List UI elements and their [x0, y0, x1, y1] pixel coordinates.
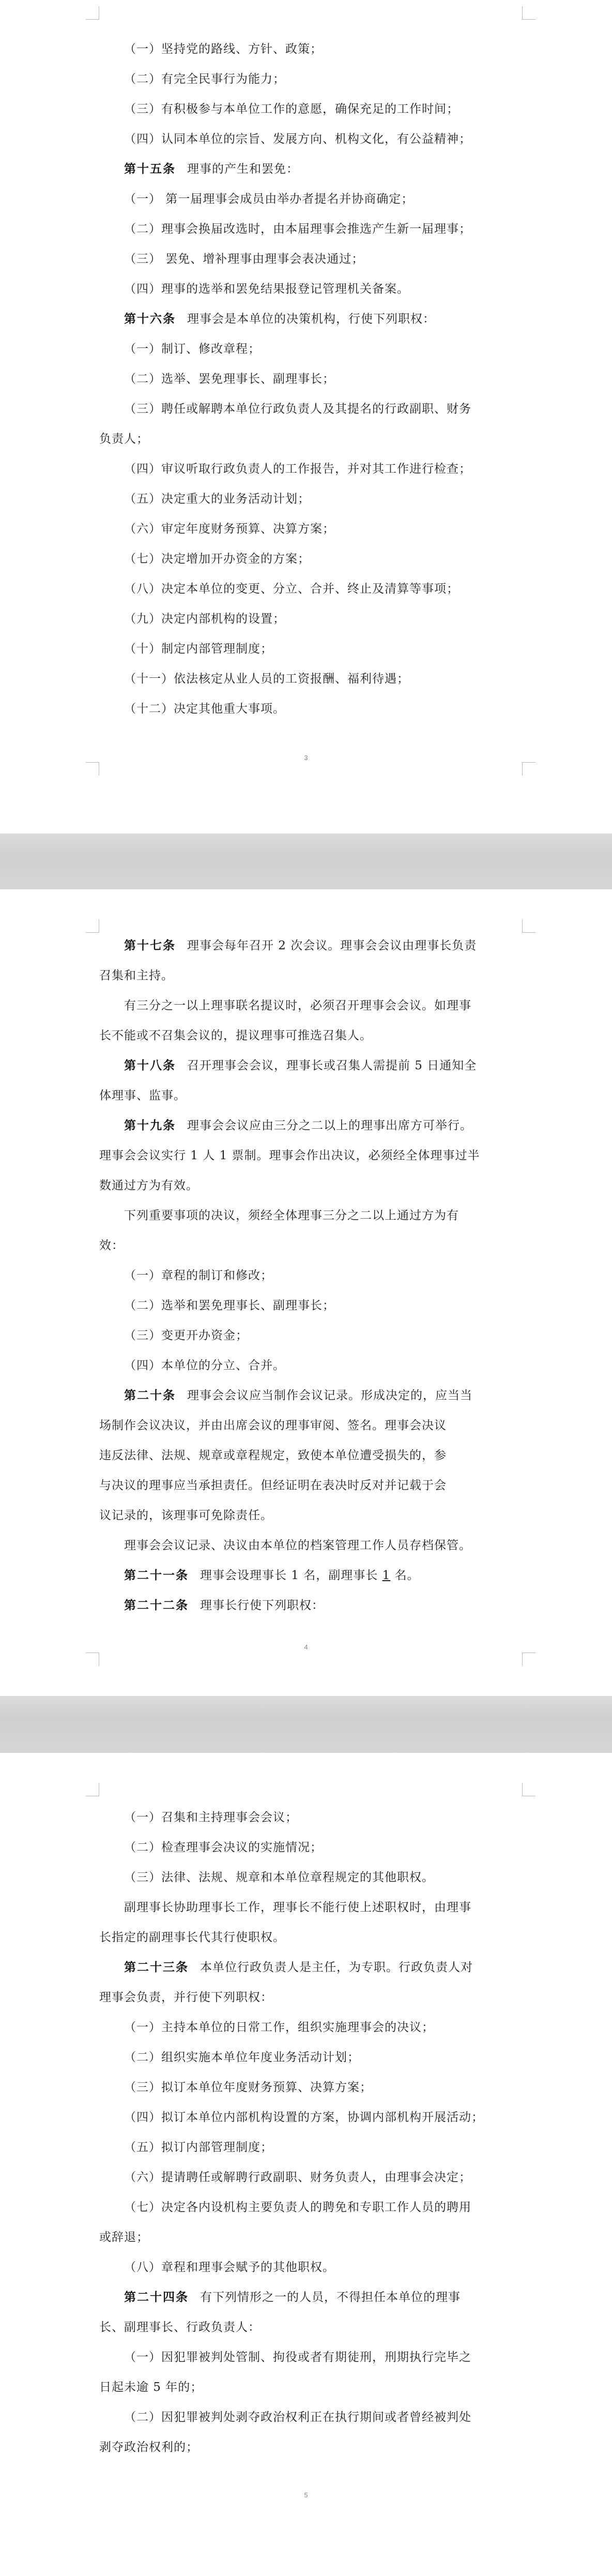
- paragraph-continuation: 场制作会议决议，并由出席会议的理事审阅、签名。理事会决议: [99, 1419, 447, 1432]
- list-item: （四）拟订本单位内部机构设置的方案，协调内部机构开展活动；: [124, 2111, 484, 2124]
- article-15: [0, 161, 612, 177]
- list-item: （一）召集和主持理事会会议；: [124, 1811, 298, 1824]
- crop-mark: [522, 1783, 536, 1796]
- list-item-continuation: 负责人；: [99, 432, 149, 446]
- list-item: （二）选举、罢免理事长、副理事长；: [124, 372, 335, 386]
- list-item: （一）章程的制订和修改；: [124, 1269, 273, 1282]
- article-18: [0, 1058, 612, 1073]
- article-text: 有下列情形之一的人员，不得担任本单位的理事: [200, 2291, 461, 2304]
- list-item: （十）制定内部管理制度；: [124, 642, 273, 656]
- list-item: （五）拟订内部管理制度；: [124, 2141, 273, 2154]
- crop-mark: [86, 762, 99, 776]
- paragraph-continuation: 议记录的，该理事可免除责任。: [99, 1509, 273, 1522]
- crop-mark: [522, 762, 536, 776]
- paragraph: 副理事长协助理事长工作，理事长不能行使上述职权时，由理事: [124, 1901, 471, 1914]
- page-separator: [0, 834, 612, 889]
- list-item: （三）法律、法规、规章和本单位章程规定的其他职权。: [124, 1871, 434, 1884]
- article-text: 名。: [390, 1569, 420, 1582]
- list-item: （十二）决定其他重大事项。: [124, 702, 285, 716]
- document-page-3: [0, 0, 612, 834]
- list-item: （二）有完全民事行为能力；: [124, 72, 285, 86]
- paragraph-continuation: 长不能或不召集会议的，提议理事可推选召集人。: [99, 1029, 372, 1042]
- article-23: [0, 1960, 612, 1975]
- list-item: （九）决定内部机构的设置；: [124, 612, 285, 626]
- article-text: 理事会设理事长 1 名，副理事长: [200, 1569, 382, 1582]
- article-text-underlined: 1: [382, 1569, 391, 1582]
- article-number: 第二十二条: [124, 1599, 189, 1612]
- paragraph: 下列重要事项的决议，须经全体理事三分之二以上通过方为有: [124, 1209, 459, 1222]
- list-item: （三）变更开办资金；: [124, 1329, 248, 1342]
- article-19: [0, 1118, 612, 1133]
- page-separator: [0, 1696, 612, 1753]
- article-number: 第十六条: [124, 312, 176, 326]
- crop-mark: [86, 6, 99, 20]
- page-number: 5: [304, 2491, 308, 2499]
- paragraph: 理事会会议记录、决议由本单位的档案管理工作人员存档保管。: [124, 1539, 471, 1552]
- article-text: 理事的产生和罢免：: [187, 162, 299, 176]
- article-number: 第二十四条: [124, 2291, 189, 2304]
- list-item: （十一）依法核定从业人员的工资报酬、福利待遇；: [124, 672, 409, 686]
- article-number: 第十八条: [124, 1059, 176, 1072]
- article-16: [0, 311, 612, 327]
- article-number: 第二十一条: [124, 1569, 189, 1582]
- crop-mark: [86, 1653, 99, 1666]
- article-number: 第十五条: [124, 162, 176, 176]
- list-item-continuation: 剥夺政治权利的；: [99, 2441, 198, 2454]
- list-item: （四）理事的选举和罢免结果报登记管理机关备案。: [124, 282, 409, 296]
- article-text: 理事会每年召开 2 次会议。理事会会议由理事长负责: [187, 939, 477, 952]
- list-item: （一） 第一届理事会成员由举办者提名并协商确定；: [124, 192, 414, 206]
- list-item: （三）拟订本单位年度财务预算、决算方案；: [124, 2081, 372, 2094]
- paragraph-continuation: 理事会会议实行 1 人 1 票制。理事会作出决议，必须经全体理事过半: [99, 1149, 480, 1162]
- article-number: 第十九条: [124, 1119, 176, 1132]
- article-20: [0, 1388, 612, 1403]
- list-item: （六）提请聘任或解聘行政副职、财务负责人，由理事会决定；: [124, 2171, 471, 2184]
- list-item: （二）组织实施本单位年度业务活动计划；: [124, 2051, 360, 2064]
- list-item: （七）决定增加开办资金的方案；: [124, 552, 310, 566]
- paragraph-continuation: 理事会负责，并行使下列职权：: [99, 1991, 273, 2004]
- article-22: [0, 1598, 612, 1613]
- list-item: （二）检查理事会决议的实施情况；: [124, 1841, 323, 1854]
- page-number: 3: [304, 754, 308, 762]
- document-page-5: [0, 1753, 612, 2576]
- list-item: （一）制订、修改章程；: [124, 342, 261, 356]
- paragraph-continuation: 召集和主持。: [99, 969, 174, 982]
- list-item: （一）坚持党的路线、方针、政策；: [124, 42, 323, 56]
- list-item: （七）决定各内设机构主要负责人的聘免和专职工作人员的聘用: [124, 2201, 471, 2214]
- article-text: 本单位行政负责人是主任，为专职。行政负责人对: [200, 1961, 473, 1974]
- list-item: （三）聘任或解聘本单位行政负责人及其提名的行政副职、财务: [124, 402, 471, 416]
- article-24: [0, 2290, 612, 2305]
- article-text: 理事会会议应由三分之二以上的理事出席方可举行。: [187, 1119, 472, 1132]
- list-item: （二）理事会换届改选时，由本届理事会推选产生新一届理事；: [124, 222, 471, 236]
- list-item-continuation: 或辞退；: [99, 2231, 149, 2244]
- paragraph-continuation: 长指定的副理事长代其行使职权。: [99, 1931, 285, 1944]
- paragraph: 有三分之一以上理事联名提议时，必须召开理事会会议。如理事: [124, 999, 471, 1012]
- list-item: （三）有积极参与本单位工作的意愿，确保充足的工作时间；: [124, 102, 459, 116]
- article-number: 第十七条: [124, 939, 176, 952]
- crop-mark: [86, 1783, 99, 1796]
- crop-mark: [522, 6, 536, 20]
- list-item: （五）决定重大的业务活动计划；: [124, 492, 310, 506]
- paragraph-continuation: 违反法律、法规、规章或章程规定，致使本单位遭受损失的，参: [99, 1449, 447, 1462]
- paragraph-continuation: 数通过方为有效。: [99, 1179, 198, 1192]
- article-number: 第二十条: [124, 1389, 176, 1402]
- crop-mark: [522, 1653, 536, 1666]
- article-21: [0, 1568, 612, 1583]
- list-item: （六）审定年度财务预算、决算方案；: [124, 522, 335, 536]
- paragraph-continuation: 体理事、监事。: [99, 1089, 186, 1102]
- list-item: （八）章程和理事会赋予的其他职权。: [124, 2261, 335, 2274]
- list-item: （二）因犯罪被判处剥夺政治权利正在执行期间或者曾经被判处: [124, 2411, 471, 2424]
- article-text: 召开理事会会议，理事长或召集人需提前 5 日通知全: [187, 1059, 477, 1072]
- list-item: （四）认同本单位的宗旨、发展方向、机构文化，有公益精神；: [124, 132, 471, 146]
- article-text: 理事会会议应当制作会议记录。形成决定的，应当当: [187, 1389, 472, 1402]
- list-item: （八）决定本单位的变更、分立、合并、终止及清算等事项；: [124, 582, 459, 596]
- document-page-4: [0, 889, 612, 1696]
- article-17: [0, 938, 612, 953]
- list-item: （三） 罢免、增补理事由理事会表决通过；: [124, 252, 364, 266]
- list-item-continuation: 日起未逾 5 年的；: [99, 2381, 203, 2394]
- list-item: （一）主持本单位的日常工作，组织实施理事会的决议；: [124, 2021, 434, 2034]
- list-item: （一）因犯罪被判处管制、拘役或者有期徒刑，刑期执行完毕之: [124, 2351, 471, 2364]
- crop-mark: [86, 919, 99, 933]
- article-text: 理事长行使下列职权：: [200, 1599, 324, 1612]
- paragraph-continuation: 效：: [99, 1239, 124, 1252]
- list-item: （二）选举和罢免理事长、副理事长；: [124, 1299, 335, 1312]
- article-number: 第二十三条: [124, 1961, 189, 1974]
- page-number: 4: [304, 1643, 308, 1651]
- paragraph-continuation: 与决议的理事应当承担责任。但经证明在表决时反对并记载于会: [99, 1479, 447, 1492]
- crop-mark: [522, 919, 536, 933]
- paragraph-continuation: 长、副理事长、行政负责人：: [99, 2321, 261, 2334]
- list-item: （四）审议听取行政负责人的工作报告，并对其工作进行检查；: [124, 462, 471, 476]
- list-item: （四）本单位的分立、合并。: [124, 1359, 285, 1372]
- article-text: 理事会是本单位的决策机构，行使下列职权：: [187, 312, 435, 326]
